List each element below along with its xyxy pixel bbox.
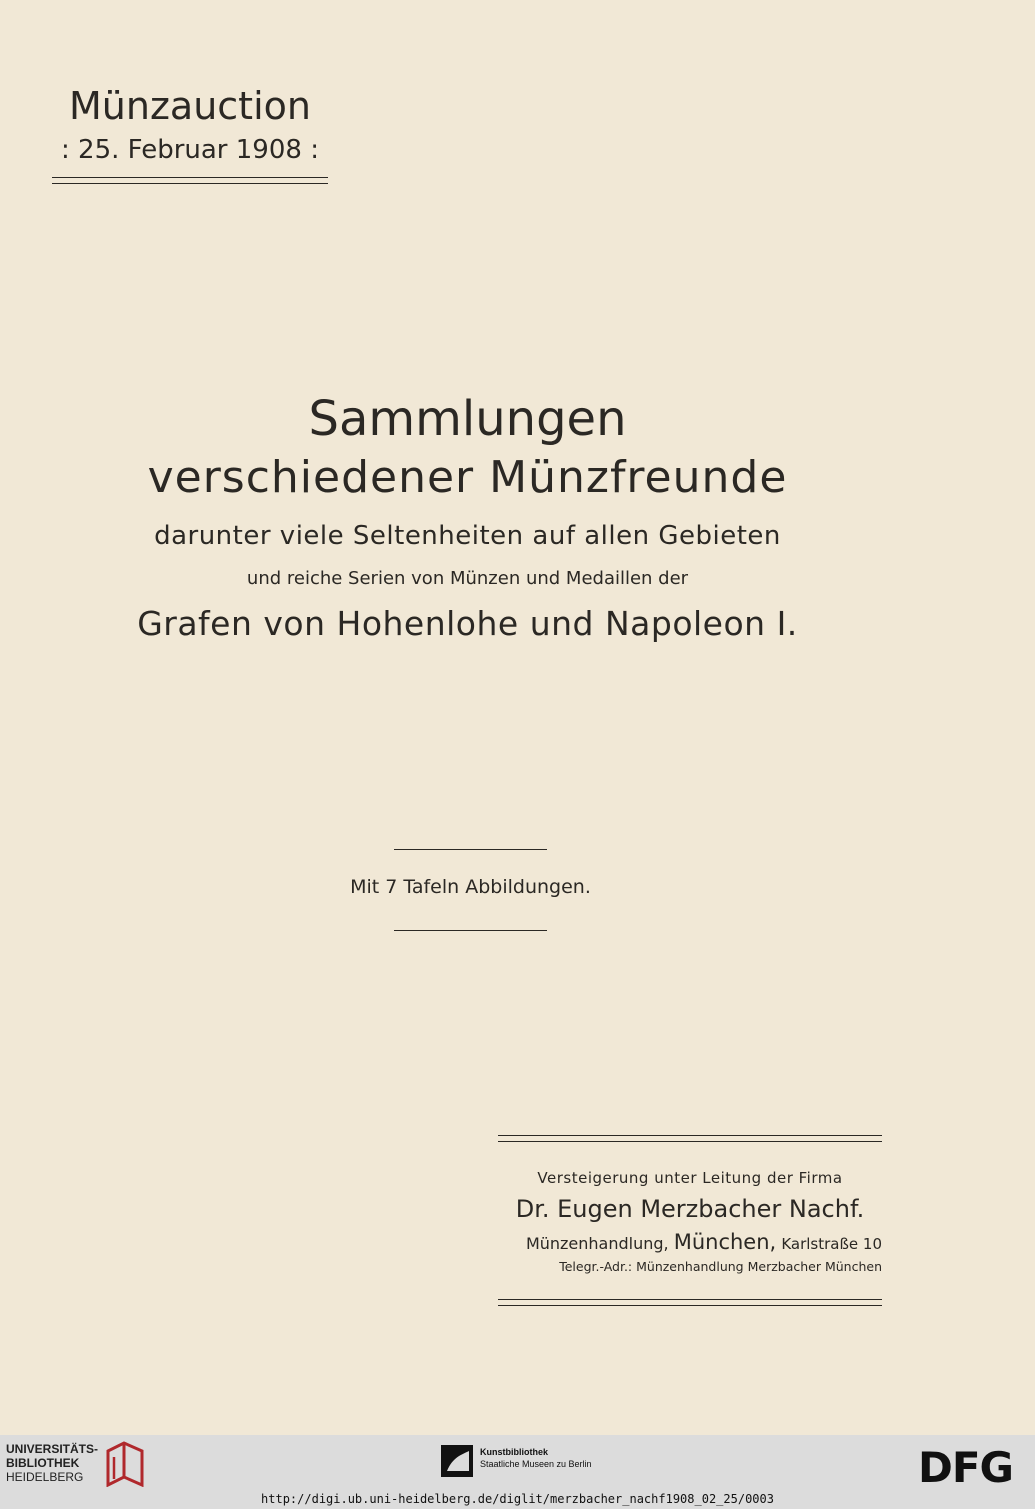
library-line2: BIBLIOTHEK [6, 1456, 80, 1470]
header-rule-top [52, 177, 328, 178]
firm-street: Karlstraße 10 [781, 1235, 882, 1253]
heidelberg-book-icon [104, 1441, 146, 1487]
firm-name: Dr. Eugen Merzbacher Nachf. [515, 1195, 865, 1223]
plates-note: Mit 7 Tafeln Abbildungen. [350, 876, 591, 898]
dfg-logo: DFG [918, 1443, 1014, 1492]
viewer-footer [0, 1435, 1035, 1509]
firm-rule-top-1 [498, 1135, 882, 1136]
firm-line1: Versteigerung unter Leitung der Firma [537, 1169, 843, 1187]
kunstbibliothek-logo-icon [441, 1445, 473, 1477]
main-title-line2: verschiedener Münzfreunde [147, 452, 788, 503]
auction-title: Münzauction [69, 84, 311, 128]
firm-telegram: Telegr.-Adr.: Münzenhandlung Merzbacher München [559, 1259, 882, 1274]
plates-rule-top [394, 849, 547, 850]
firm-rule-top-2 [498, 1141, 882, 1142]
kb-line1: Kunstbibliothek [480, 1447, 548, 1457]
kunstbibliothek-text [480, 1446, 592, 1470]
kb-line2: Staatliche Museen zu Berlin [480, 1459, 592, 1469]
firm-rule-bottom-1 [498, 1299, 882, 1300]
firm-shop: Münzenhandlung, [525, 1234, 669, 1253]
library-line3: HEIDELBERG [6, 1470, 84, 1484]
plates-rule-bottom [394, 930, 547, 931]
firm-address [498, 1228, 882, 1258]
subtitle-3: Grafen von Hohenlohe und Napoleon I. [137, 604, 798, 643]
subtitle-1: darunter viele Seltenheiten auf allen Gebieten [154, 521, 781, 551]
auction-date: : 25. Februar 1908 : [61, 135, 319, 165]
subtitle-2: und reiche Serien von Münzen und Medaillen der [246, 568, 689, 589]
header-rule-bottom [52, 183, 328, 184]
firm-rule-bottom-2 [498, 1305, 882, 1306]
heidelberg-logo-text [6, 1442, 98, 1484]
permalink-url[interactable]: http://digi.ub.uni-heidelberg.de/diglit/merzbacher_nachf1908_02_25/0003 [261, 1492, 774, 1506]
main-title-line1: Sammlungen [308, 391, 627, 447]
library-line1: UNIVERSITÄTS- [6, 1442, 99, 1456]
firm-city: München, [673, 1230, 777, 1254]
